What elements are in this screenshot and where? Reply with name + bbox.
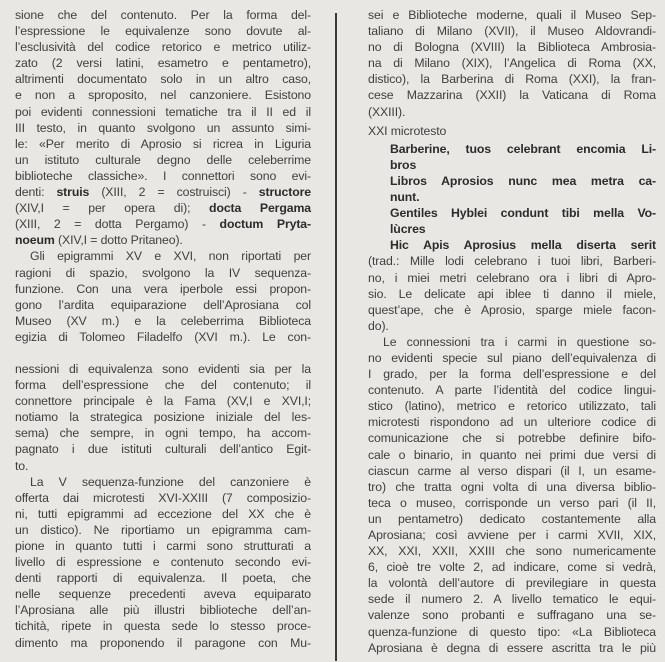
text-segment: sio. Le delicate api iblee ti danno il miele, [368, 286, 656, 301]
text-line [368, 104, 656, 120]
text-segment: le: «Per merito di Aprosio si ricrea in Liguria [15, 136, 311, 151]
text-line [368, 318, 656, 334]
text-line [15, 602, 311, 618]
text-line [368, 286, 656, 302]
text-segment: nessioni di equivalenza sono evidenti sia per la [15, 361, 311, 376]
text-line [368, 414, 656, 430]
text-segment: quest’ape, che è Aprosio, sparge miele facon- [368, 302, 656, 317]
text-line [368, 334, 656, 350]
text-segment: cese Mazzarina (XXII) la Vaticana di Roma [368, 88, 656, 103]
text-segment: La V sequenza-funzione del canzoniere è [30, 474, 311, 489]
bold-text-segment: Libros Aprosios nunc mea metra ca- [390, 173, 656, 188]
text-line [368, 640, 656, 656]
text-segment: distico), la Barberina di Roma (XXI), la fran- [368, 72, 656, 87]
text-line [15, 393, 311, 409]
text-line [15, 297, 311, 313]
text-line [368, 39, 656, 55]
text-segment: (trad.: Mille lodi celebrano i tuoi libri, Barberi- [368, 254, 656, 269]
text-line [368, 205, 656, 221]
text-line [368, 398, 656, 414]
column-divider [335, 13, 337, 661]
microtext-label [368, 123, 656, 139]
text-line [15, 87, 311, 103]
text-segment: to. [15, 458, 29, 473]
text-line [15, 71, 311, 87]
text-line [368, 157, 656, 173]
text-line [15, 570, 311, 586]
text-line [15, 490, 311, 506]
text-segment: tichità, ripete in questa sede lo stesso proce- [15, 619, 311, 634]
text-segment: notiamo la strategica posizione iniziale del les- [15, 410, 311, 425]
text-segment: ni, tutti epigrammi ad eccezione del XX che è [15, 506, 311, 521]
text-segment: (XIII, 2 = costruisci) - [89, 185, 259, 200]
text-segment: (XIV,I = per opera di); [15, 201, 210, 216]
text-line [368, 253, 656, 269]
text-segment: forma dell’espressione che del contenuto; il [15, 378, 311, 393]
text-segment: pione in quanto tutti i carmi sono strutturati a [15, 539, 311, 553]
text-line [15, 152, 311, 168]
text-line [15, 441, 311, 457]
text-line [15, 522, 311, 538]
text-segment: un pentametro) dedicato costantemente alla [368, 511, 656, 526]
bold-text-segment: noeum [15, 233, 55, 248]
text-line [15, 136, 311, 152]
text-line [368, 189, 656, 205]
text-line [368, 511, 656, 527]
text-line [15, 168, 311, 184]
text-segment: (XIV,I = dotto Pritaneo). [54, 233, 183, 248]
text-line [15, 200, 311, 216]
text-segment: quenza-funzione di questo tipo: «La Biblioteca [368, 624, 656, 639]
text-segment: l’esclusività del codice retorico e metrico utiliz- [15, 40, 311, 55]
text-segment: microtesti rispondono ad un ulteriore codice di [368, 415, 656, 430]
text-line [368, 559, 656, 575]
text-line [15, 425, 311, 441]
text-line [368, 575, 656, 591]
text-line [368, 366, 656, 382]
text-line [15, 120, 311, 136]
text-segment: l’Aprosiana alle più illustri biblioteche dell’an- [15, 603, 311, 618]
text-line [368, 87, 656, 103]
text-segment: do). [368, 318, 389, 333]
text-segment: poi evidenti connessioni tematiche tra il II ed il [15, 104, 311, 119]
bold-text-segment: doctum Pryta- [219, 217, 311, 232]
text-line [15, 23, 311, 39]
paragraph-quinta-sequenza [15, 474, 311, 651]
text-line [368, 447, 656, 463]
text-segment: tro) che tratta ogni volta di una diversa biblio- [368, 479, 656, 494]
text-line [368, 382, 656, 398]
text-line [368, 141, 656, 157]
text-line [15, 554, 311, 570]
text-segment: funzione. Con una vera iperbole essi propon- [15, 281, 311, 296]
text-segment: (XXIII). [368, 104, 406, 119]
text-segment: sione che del contenuto. Per la forma del- [15, 8, 311, 22]
text-segment: sede il numero 2. A livello tematico le equi- [368, 592, 656, 607]
text-segment: no evidenti specie sul piano dell’equivalenza di [368, 350, 656, 365]
text-segment: l’espressione le equivalenze sono dovute al- [15, 24, 311, 39]
text-segment: Museo (XV m.) e la celeberrima Biblioteca [15, 313, 311, 328]
text-segment: valenze sono probanti e suffragano una se- [368, 608, 656, 623]
text-line [15, 265, 311, 281]
text-line [368, 221, 656, 237]
text-line [368, 237, 656, 253]
text-line [368, 624, 656, 640]
left-column [15, 7, 311, 651]
text-line [15, 184, 311, 200]
right-column [368, 7, 656, 656]
text-segment: no, i miei metri celebrano ora i libri di Apro- [368, 270, 656, 285]
text-segment: 6, cioè tre volte 2, ad indicare, come si vedrà, [368, 560, 656, 575]
text-line [368, 527, 656, 543]
text-line [15, 635, 311, 651]
text-line [15, 618, 311, 634]
text-segment: contenuto. A parte l’identità del codice lingui- [368, 383, 656, 398]
text-segment: zato (2 versi latini, esametro e pentametro), [15, 56, 311, 71]
text-segment: livello di espressione e contenuto secondo evi- [15, 555, 311, 570]
paragraph-traduzione [368, 253, 656, 333]
text-segment: nelle sequenze precedenti aveva equiparato [15, 587, 311, 602]
text-line [368, 23, 656, 39]
text-line [368, 123, 656, 139]
text-line [15, 586, 311, 602]
text-line [368, 7, 656, 23]
paragraph-biblioteche-moderne [368, 7, 656, 120]
text-segment: comunicazione che si potrebbe definire bifo- [368, 431, 656, 446]
text-segment: sema) che sempre, in ogni tempo, ha accom- [15, 426, 311, 441]
verse-block [368, 141, 656, 254]
text-segment: XXI microtesto [368, 123, 447, 138]
text-line [15, 281, 311, 297]
bold-text-segment: Gentiles Hyblei condunt tibi mella Vo- [390, 206, 656, 221]
text-segment: Le connessioni tra i carmi in questione so- [383, 334, 656, 349]
bold-text-segment: lùcres [390, 222, 426, 237]
text-segment: (XIII, 2 = dotta Pergamo) - [15, 217, 220, 232]
text-segment: egizia di Tolomeo Filadelfo (XVI m.). Le con- [15, 329, 311, 344]
text-segment: denti: [15, 185, 57, 200]
text-segment: Aprosiana è degna di essere ascritta tra le più [368, 640, 656, 655]
text-line [368, 55, 656, 71]
text-line [15, 409, 311, 425]
text-line [368, 495, 656, 511]
text-line [368, 302, 656, 318]
text-segment: dimento ma proponendo il paragone con Mu- [15, 635, 311, 650]
text-line [15, 377, 311, 393]
text-line [15, 232, 311, 248]
text-line [15, 474, 311, 490]
paragraph-connessioni [368, 334, 656, 656]
text-line [368, 591, 656, 607]
text-segment: ciascun carme al verso dispari (il I, un esame- [368, 463, 656, 478]
text-line [15, 506, 311, 522]
text-segment: gono l’ardita equiparazione dell’Aprosiana col [15, 297, 311, 312]
text-line [368, 270, 656, 286]
text-line [15, 313, 311, 329]
text-segment: Gli epigrammi XV e XVI, non riportati per [30, 249, 311, 264]
text-segment: I grado, per la forma dell’espressione e del [368, 367, 656, 382]
text-line [15, 55, 311, 71]
text-segment: pagnato i due istituti culturali dell’antico Egit- [15, 442, 311, 457]
text-segment: denti rapporti di equivalenza. Il poeta, che [15, 571, 311, 586]
text-segment: stico (latino), metrico e retorico utilizzato, tali [368, 399, 656, 414]
text-segment: na di Milano (XIX), l’Angelica di Roma (XX, [368, 56, 656, 71]
text-line [15, 329, 311, 345]
text-segment: no di Bologna (XVIII) la Biblioteca Ambrosia- [368, 40, 656, 55]
paragraph-continuation [15, 7, 311, 248]
text-line [15, 7, 311, 23]
paragraph-epigrammi [15, 248, 311, 473]
text-line [15, 361, 311, 377]
text-segment: XX, XXI, XXII, XXIII che sono numericamente [368, 544, 656, 559]
bold-text-segment: struis [56, 185, 90, 200]
text-line [15, 248, 311, 264]
bold-text-segment: Barberine, tuos celebrant encomia Li- [390, 141, 656, 156]
text-line [368, 430, 656, 446]
text-line [368, 543, 656, 559]
text-segment: la volontà dell’autore di previlegiare in questa [368, 576, 656, 591]
text-segment: un istituto culturale degno delle celeberrime [15, 152, 311, 167]
text-line [368, 350, 656, 366]
text-segment: Aprosiana; così avviene per i carmi XVII, XIX, [368, 528, 656, 542]
text-line [15, 458, 311, 474]
text-segment: taliano di Milano (XVII), il Museo Aldovrandi- [368, 24, 656, 39]
text-line [15, 104, 311, 120]
text-segment: offerta dai microtesti XVI-XXIII (7 composizio- [15, 490, 311, 505]
text-line [368, 71, 656, 87]
text-line [15, 216, 311, 232]
text-line [368, 479, 656, 495]
bold-text-segment: Hic Apis Aprosius mella diserta serit [390, 238, 656, 253]
text-segment: altrimenti documentato solo in un altro caso, [15, 72, 311, 87]
text-segment: ragioni di spazio, svolgono la IV sequenza- [15, 265, 311, 280]
bold-text-segment: docta Pergama [209, 201, 311, 216]
text-line [368, 607, 656, 623]
text-segment: connettore principale è la Fama (XV,I e XVI,I; [15, 394, 311, 409]
text-segment: sei e Biblioteche moderne, quali il Museo Sep- [368, 8, 656, 22]
text-line [368, 463, 656, 479]
text-line [15, 39, 311, 55]
text-line [368, 173, 656, 189]
text-segment: teca o museo, corrisponde un verso pari (il II, [368, 495, 656, 510]
text-segment: III testo, in quanto svolgono un assunto simi- [15, 120, 311, 135]
text-segment: cale o binario, in quanto nei primi due versi di [368, 447, 656, 462]
text-segment: e non a sproposito, nel canzoniere. Esistono [15, 88, 311, 103]
text-line [15, 538, 311, 554]
text-segment: un distico). Ne riportiamo un epigramma cam- [15, 522, 311, 537]
bold-text-segment: bros [390, 157, 417, 172]
bold-text-segment: nunt. [390, 190, 420, 205]
bold-text-segment: structore [258, 185, 311, 200]
text-segment: biblioteche classiche». I connettori sono evi- [15, 168, 311, 183]
